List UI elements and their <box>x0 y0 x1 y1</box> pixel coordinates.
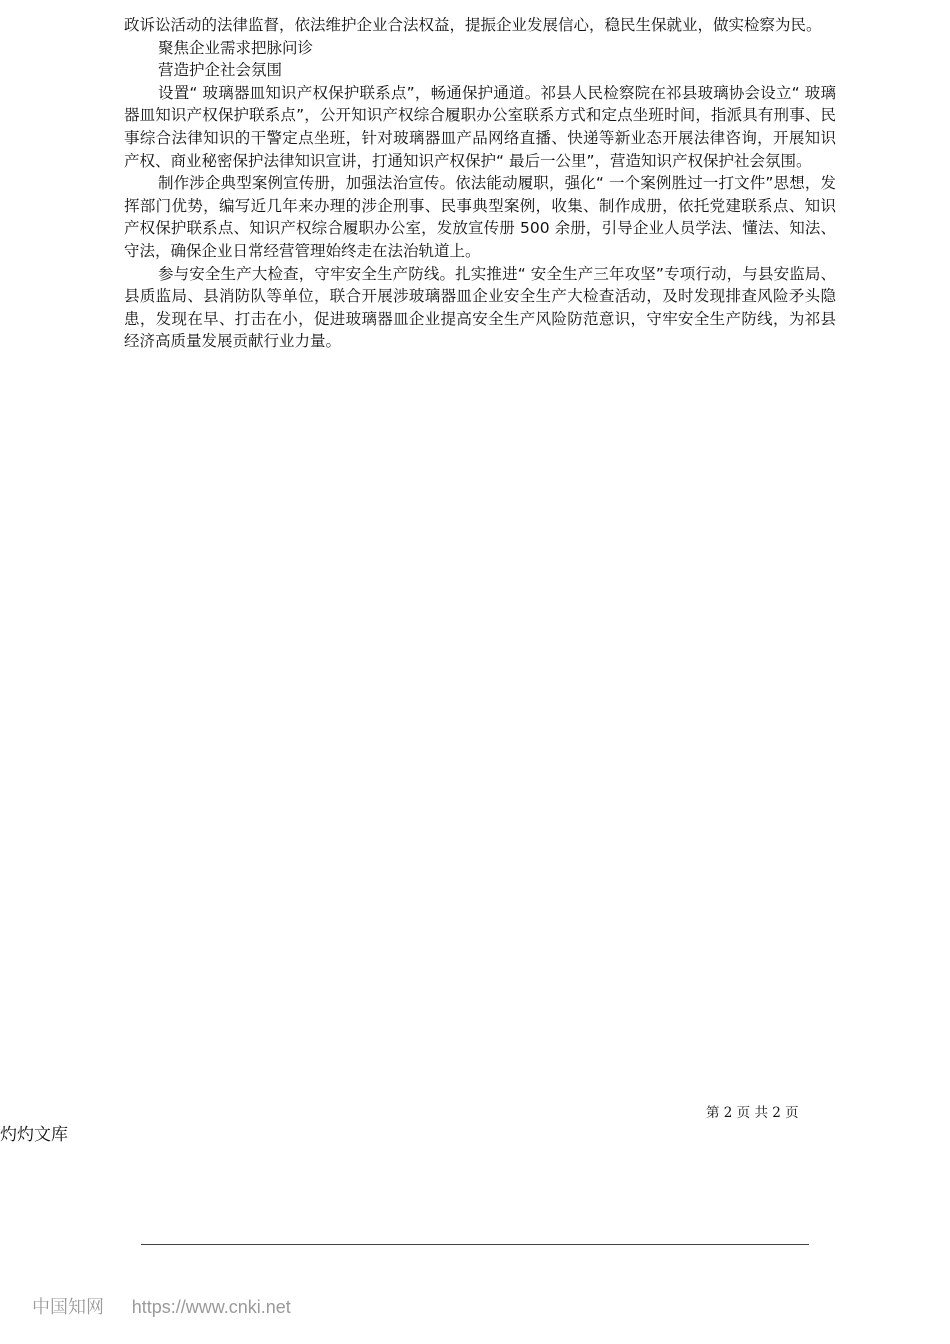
site-url-link[interactable]: https://www.cnki.net <box>131 1297 291 1317</box>
paragraph-safety-inspection: 参与安全生产大检查，守牢安全生产防线。扎实推进“ 安全生产三年攻坚”专项行动，与县安监局、县质监局、县消防队等单位，联合开展涉玻璃器皿企业安全生产大检查活动，及时发现排查风险矛头隐患，发现在早、打击在小，促进玻璃器皿企业提高安全生产风险防范意识，守牢安全生产防线，为祁县经济高质量发展贡献行业力量。 <box>124 264 836 351</box>
paragraph-ip-contact-point: 设置“ 玻璃器皿知识产权保护联系点”，畅通保护通道。祁县人民检察院在祁县玻璃协会设立“ 玻璃器皿知识产权保护联系点”，公开知识产权综合履职办公室联系方式和定点坐班时间，指派具有刑事、民事综合法律知识的干警定点坐班，针对玻璃器皿产品网络直播、快递等新业态开展法律咨询，开展知识产权、商业秘密保护法律知识宣讲，打通知识产权保护“ 最后一公里”，营造知识产权保护社会氛围。 <box>124 83 836 170</box>
library-name: 灼灼文库 <box>0 1125 68 1145</box>
subsection-heading: 营造护企社会氛围 <box>158 61 283 80</box>
footer-source <box>32 1293 291 1319</box>
article-body <box>124 14 836 353</box>
site-name: 中国知网 <box>32 1297 104 1318</box>
footer-divider <box>141 1244 809 1245</box>
page-number: 第 2 页 共 2 页 <box>706 1105 799 1121</box>
section-heading: 聚焦企业需求把脉问诊 <box>158 38 314 57</box>
paragraph-continuation: 政诉讼活动的法律监督，依法维护企业合法权益，提振企业发展信心，稳民生保就业，做实检察为民。 <box>124 16 822 34</box>
paragraph-case-brochure: 制作涉企典型案例宣传册，加强法治宣传。依法能动履职，强化“ 一个案例胜过一打文件”思想，发挥部门优势，编写近几年来办理的涉企刑事、民事典型案例，收集、制作成册，依托党建联系点、知识产权保护联系点、知识产权综合履职办公室，发放宣传册 500 余册，引导企业人员学法、懂法、知法、守法，确保企业日常经营管理始终走在法治轨道上。 <box>124 174 836 260</box>
